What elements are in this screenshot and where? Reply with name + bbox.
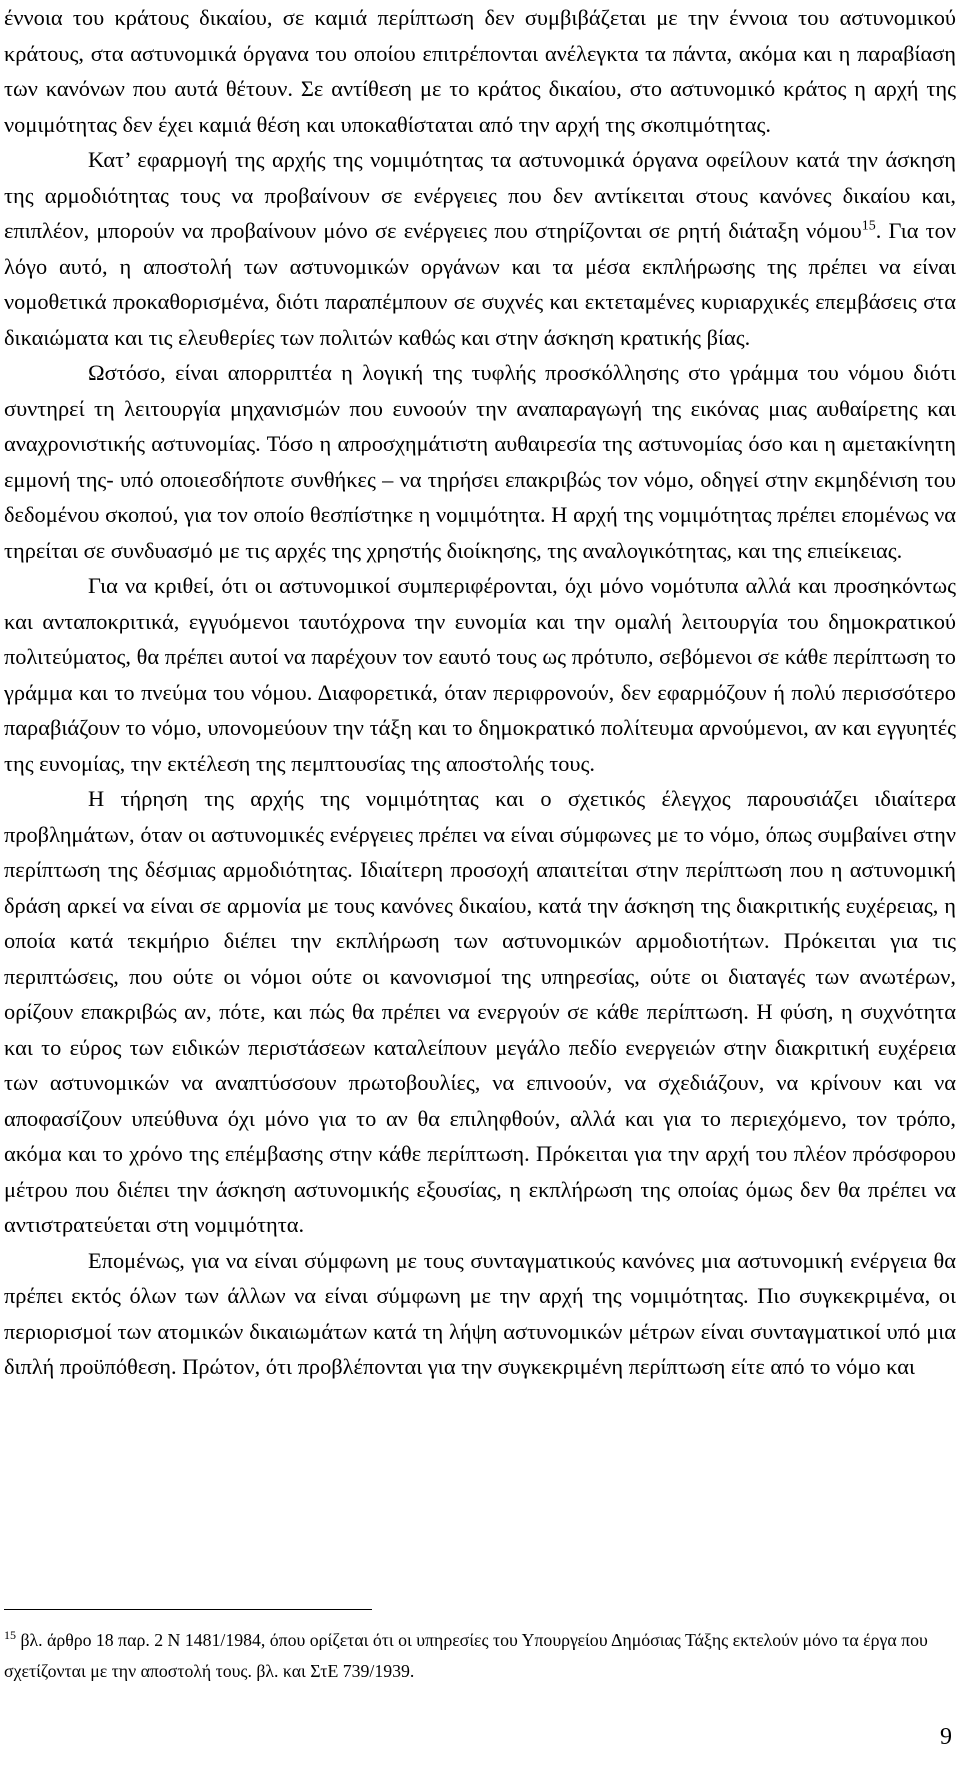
paragraph-6: [4, 1243, 956, 1385]
footnote-text: βλ. άρθρο 18 παρ. 2 Ν 1481/1984, όπου ορίζεται ότι οι υπηρεσίες του Υπουργείου Δημόσιας Τάξης εκτελούν μόνο τα έργα που σχετίζονται με την αποστολή τους. βλ. και ΣτΕ 739/1939.: [4, 1630, 928, 1681]
paragraph-2-text-continued: . Για τον λόγο αυτό, η αποστολή των αστυνομικών οργάνων και τα μέσα εκπλήρωσης της πρέπει να είναι νομοθετικά προκαθορισμένα, διότι παραπέμπουν σε συχνές και εκτεταμένες κυριαρχικές επεμβάσεις στα δικαιώματα και τις ελευθερίες των πολιτών καθώς και στην άσκηση κρατικής βίας.: [4, 218, 956, 350]
footnote-reference[interactable]: 15: [861, 218, 876, 234]
footnote-number: 15: [4, 1628, 16, 1643]
paragraph-5: [4, 781, 956, 1243]
paragraph-4: [4, 568, 956, 781]
paragraph-1: [4, 0, 956, 142]
paragraph-2: [4, 142, 956, 355]
paragraph-3: [4, 355, 956, 568]
paragraph-2-text: Κατ’ εφαρμογή της αρχής της νομιμότητας τα αστυνομικά όργανα οφείλουν κατά την άσκηση της αρμοδιότητας τους να προβαίνουν σε ενέργειες που δεν αντίκειται στους κανόνες δικαίου και, επιπλέον, μπορούν να προβαίνουν μόνο σε ενέργειες που στηρίζονται σε ρητή διάταξη νόμου: [4, 147, 956, 243]
footnote: [4, 1625, 956, 1687]
body-text: [4, 0, 956, 1385]
paragraph-5-text: Η τήρηση της αρχής της νομιμότητας και ο σχετικός έλεγχος παρουσιάζει ιδιαίτερα προβλημάτων, όταν οι αστυνομικές ενέργειες πρέπει να είναι σύμφωνες με το νόμο, όπως συμβαίνει στην περίπτωση της δέσμιας αρμοδιότητας. Ιδιαίτερη προσοχή απαιτείται στην περίπτωση που η αστυνομική δράση αρκεί να είναι σε αρμονία με τους κανόνες δικαίου, κατά την άσκηση της διακριτικής ευχέρειας, η οποία κατά τεκμήριο διέπει την εκπλήρωση των αστυνομικών αρμοδιοτήτων. Πρόκειται για τις περιπτώσεις, που ούτε οι νόμοι ούτε οι κανονισμοί της υπηρεσίας, ούτε οι διαταγές των ανωτέρων, ορίζουν επακριβώς αν, πότε, και πώς θα πρέπει να ενεργούν σε κάθε περίπτωση. Η φύση, η συχνότητα και το εύρος των ειδικών περιστάσεων καταλείπουν μεγάλο πεδίο ενεργειών στην διακριτική ευχέρεια των αστυνομικών να αναπτύσσουν πρωτοβουλίες, να επινοούν, να σχεδιάζουν, να κρίνουν και να αποφασίζουν υπεύθυνα όχι μόνο για το αν θα επιληφθούν, αλλά και για το περιεχόμενο, τον τρόπο, ακόμα και το χρόνο της επέμβασης στην κάθε περίπτωση. Πρόκειται για την αρχή του πλέον πρόσφορου μέτρου που διέπει την άσκηση αστυνομικής εξουσίας, η εκπλήρωση της οποίας όμως δεν θα πρέπει να αντιστρατεύεται στη νομιμότητα.: [4, 786, 956, 1237]
paragraph-4-text: Για να κριθεί, ότι οι αστυνομικοί συμπεριφέρονται, όχι μόνο νομότυπα αλλά και προσηκόντως και ανταποκριτικά, εγγυόμενοι ταυτόχρονα την ευνομία και την ομαλή λειτουργία του δημοκρατικού πολιτεύματος, θα πρέπει αυτοί να παρέχουν τον εαυτό τους ως πρότυπο, σεβόμενοι σε κάθε περίπτωση το γράμμα και το πνεύμα του νόμου. Διαφορετικά, όταν περιφρονούν, δεν εφαρμόζουν ή πολύ περισσότερο παραβιάζουν το νόμο, υπονομεύουν την τάξη και το δημοκρατικό πολίτευμα αρνούμενοι, αν και εγγυητές της ευνομίας, την εκτέλεση της πεμπτουσίας της αποστολής τους.: [4, 573, 956, 776]
paragraph-1-text: έννοια του κράτους δικαίου, σε καμιά περίπτωση δεν συμβιβάζεται με την έννοια του αστυνομικού κράτους, στα αστυνομικά όργανα του οποίου επιτρέπονται ανέλεγκτα τα πάντα, ακόμα και η παραβίαση των κανόνων που αυτά θέτουν. Σε αντίθεση με το κράτος δικαίου, στο αστυνομικό κράτος η αρχή της νομιμότητας δεν έχει καμιά θέση και υποκαθίσταται από την αρχή της σκοπιμότητας.: [4, 5, 956, 137]
paragraph-6-text: Επομένως, για να είναι σύμφωνη με τους συνταγματικούς κανόνες μια αστυνομική ενέργεια θα πρέπει εκτός όλων των άλλων να είναι σύμφωνη με την αρχή της νομιμότητας. Πιο συγκεκριμένα, οι περιορισμοί των ατομικών δικαιωμάτων κατά τη λήψη αστυνομικών μέτρων είναι συνταγματικοί υπό μια διπλή προϋπόθεση. Πρώτον, ότι προβλέπονται για την συγκεκριμένη περίπτωση είτε από το νόμο και: [4, 1247, 956, 1379]
paragraph-3-text: Ωστόσο, είναι απορριπτέα η λογική της τυφλής προσκόλλησης στο γράμμα του νόμου διότι συντηρεί τη λειτουργία μηχανισμών που ευνοούν την αναπαραγωγή της εικόνας μιας αυθαίρετης και αναχρονιστικής αστυνομίας. Τόσο η απροσχημάτιστη αυθαιρεσία της αστυνομίας όσο και η αμετακίνητη εμμονή της- υπό οποιεσδήποτε συνθήκες – να τηρήσει επακριβώς τον νόμο, οδηγεί στην εκμηδένιση του δεδομένου σκοπού, για τον οποίο θεσπίστηκε η νομιμότητα. Η αρχή της νομιμότητας πρέπει επομένως να τηρείται σε συνδυασμό με τις αρχές της χρηστής διοίκησης, της αναλογικότητας, και της επιείκειας.: [4, 360, 956, 563]
page-number: 9: [940, 1724, 952, 1750]
footnote-separator: [4, 1609, 372, 1610]
